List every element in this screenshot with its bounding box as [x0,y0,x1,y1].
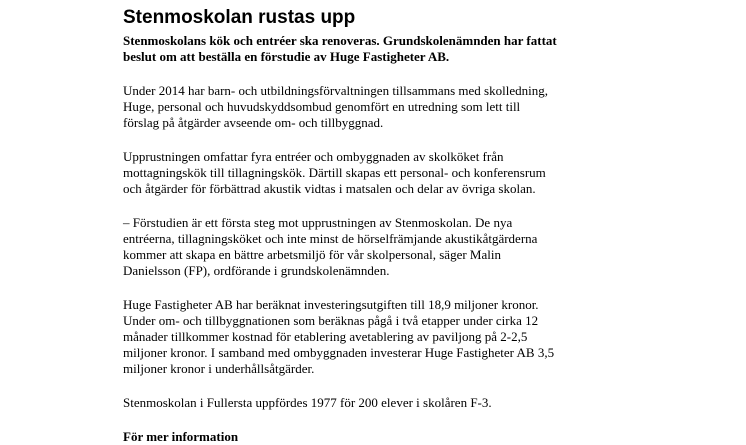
paragraph-history [123,395,603,411]
paragraph-investigation [123,83,603,131]
text-line: mottagningskök till tillagningskök. Därtill skapas ett personal- och konferensrum [123,165,546,180]
text-line: kommer att skapa en bättre arbetsmiljö för vår skolpersonal, säger Malin [123,247,501,262]
text-line: Danielsson (FP), ordförande i grundskolenämnden. [123,263,390,278]
text-line: och åtgärder för förbättrad akustik vidtas i matsalen och delar av övriga skolan. [123,181,536,196]
text-line: Under om- och tillbyggnationen som beräknas pågå i två etapper under cirka 12 [123,313,539,328]
text-line: miljoner kronor i underhållsåtgärder. [123,361,315,376]
article-title: Stenmoskolan rustas upp [123,7,356,28]
text-line: Under 2014 har barn- och utbildningsförvaltningen tillsammans med skolledning, [123,83,548,98]
text-line: miljoner kronor. I samband med ombyggnaden investerar Huge Fastigheter AB 3,5 [123,345,555,360]
text-line: månader tillkommer kostnad för etablering avetablering av paviljong på 2-2,5 [123,329,528,344]
press-release [123,6,603,445]
paragraph-quote [123,215,603,279]
lead-line: Stenmoskolans kök och entréer ska renoveras. Grundskolenämnden har fattat [123,33,557,48]
text-line: Huge, personal och huvudskyddsombud genomfört en utredning som lett till [123,99,521,114]
text-line: Huge Fastigheter AB har beräknat investeringsutgiften till 18,9 miljoner kronor. [123,297,539,312]
paragraph-scope [123,149,603,197]
paragraph-costs [123,297,603,377]
text-line: – Förstudien är ett första steg mot upprustningen av Stenmoskolan. De nya [123,215,513,230]
text-line: förslag på åtgärder avseende om- och tillbyggnad. [123,115,384,130]
text-line: Stenmoskolan i Fullersta uppfördes 1977 för 200 elever i skolåren F-3. [123,395,492,410]
article-lead [123,33,603,65]
text-line: Upprustningen omfattar fyra entréer och ombyggnaden av skolköket från [123,149,504,164]
lead-line: beslut om att beställa en förstudie av Huge Fastigheter AB. [123,49,450,64]
more-info-heading: För mer information [123,429,239,444]
text-line: entréerna, tillagningsköket och inte minst de hörselfrämjande akustikåtgärderna [123,231,538,246]
